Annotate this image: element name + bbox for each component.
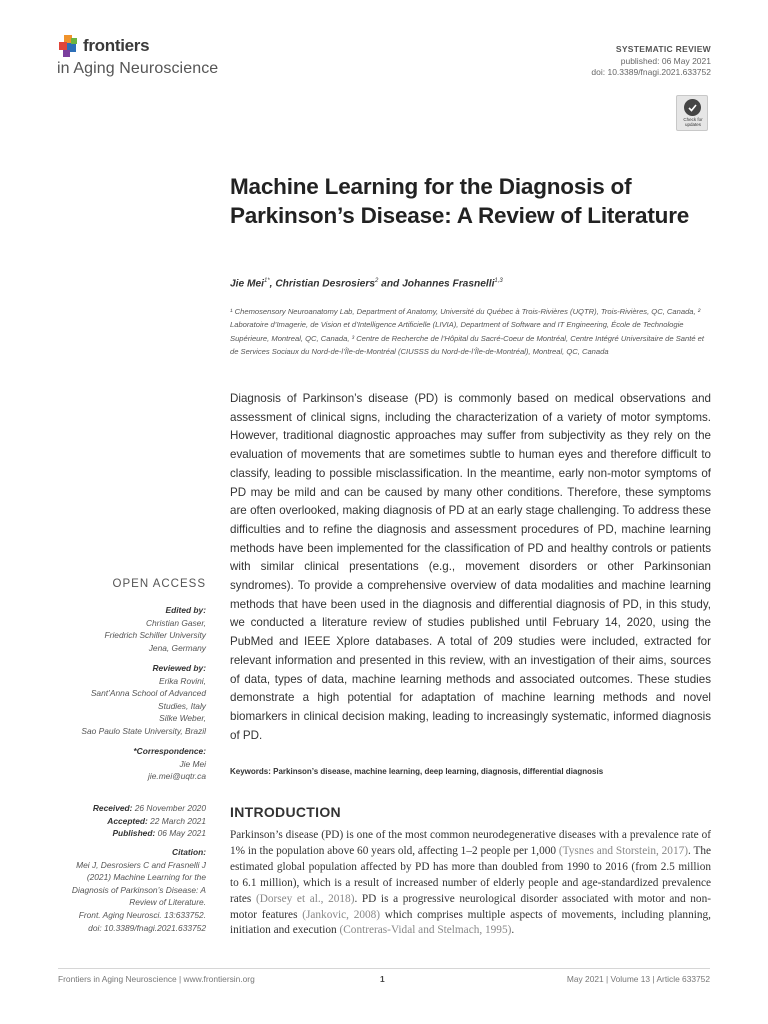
author-separator: , — [269, 278, 276, 290]
editor-line: Jena, Germany — [148, 642, 206, 653]
citation-link[interactable]: (Jankovic, 2008) — [302, 908, 381, 921]
author-affiliation-sup: 1,3 — [494, 278, 503, 284]
abstract: Diagnosis of Parkinson’s disease (PD) is commonly based on medical observations and assessment of clinical signs, including the characterization of a variety of motor symptoms. However, traditional diagnostic approaches may suffer from subjectivity as they rely on the evaluation of movements that are sometimes subtle to human eyes and therefore difficult to classify, leading to possible misclassification. In the meantime, early non-motor symptoms of PD may be mild and can be caused by many other conditions. Therefore, these symptoms are often overlooked, making diagnosis of PD at an early stage challenging. To address these difficulties and to refine the diagnosis and assessment procedures of PD, machine learning methods have been implemented for the classification of PD and healthy controls or patients with similar clinical presentations (e.g., movement disorders or other Parkinsonian syndromes). To provide a comprehensive overview of data modalities and machine learning methods that have been used in the diagnosis and differential diagnosis of PD, in this study, we conducted a literature review of studies published until February 14, 2020, using the PubMed and IEEE Xplore databases. A total of 209 studies were included, extracted for relevant information and presented in this review, with an investigation of their aims, sources of data, types of data, machine learning methods and associated outcomes. These studies demonstrate a high potential for adaptation of machine learning methods and novel biomarkers in clinical decision making, leading to increasingly systematic, informed diagnosis of PD. — [230, 392, 711, 742]
intro-text: which comprises multiple aspects of movements, including planning, initiation and execution — [230, 908, 711, 937]
correspondence-label: *Correspondence: — [133, 746, 206, 756]
citation-link[interactable]: (Contreras-Vidal and Stelmach, 1995) — [339, 924, 512, 937]
published-label: Published: — [112, 828, 156, 839]
citation-line: (2021) Machine Learning for the — [86, 872, 206, 883]
citation-line: Mei J, Desrosiers C and Frasnelli J — [76, 859, 206, 870]
intro-text: . — [511, 924, 515, 937]
article-type: SYSTEMATIC REVIEW — [615, 44, 711, 54]
citation-label: Citation: — [172, 847, 206, 857]
dates-block — [93, 802, 206, 840]
editor-line: Friedrich Schiller University — [104, 630, 206, 641]
article-title: Machine Learning for the Diagnosis of Parkinson’s Disease: A Review of Literature — [230, 174, 690, 228]
reviewed-by-label: Reviewed by: — [152, 663, 206, 673]
reviewer-line: Sao Paulo State University, Brazil — [81, 725, 206, 736]
citation-link[interactable]: (Dorsey et al., 2018) — [255, 892, 355, 905]
reviewer-line: Studies, Italy — [158, 700, 206, 711]
introduction-paragraph — [230, 828, 711, 939]
published-date: published: 06 May 2021 — [620, 56, 711, 66]
check-for-updates-button[interactable] — [676, 95, 708, 131]
intro-text: . PD is a progressive neurological disorder associated with motor and non-motor features — [230, 892, 711, 921]
open-access-label: OPEN ACCESS — [112, 578, 206, 590]
reviewer-line: Sant’Anna School of Advanced — [90, 688, 206, 699]
journal-name: in Aging Neuroscience — [57, 60, 219, 77]
reviewer-line: Erika Rovini, — [158, 675, 206, 686]
footer-divider — [58, 968, 710, 969]
author-separator: and — [378, 278, 403, 290]
author-affiliation-sup: 2 — [374, 278, 379, 284]
correspondence-name: Jie Mei — [179, 758, 206, 769]
citation-line: Front. Aging Neurosci. 13:633752. — [78, 909, 206, 920]
author-name[interactable]: Johannes Frasnelli — [402, 278, 495, 290]
author-affiliation-sup: 1* — [263, 278, 270, 284]
reviewed-by-block — [81, 662, 206, 738]
correspondence-block — [133, 745, 206, 783]
editor-line: Christian Gaser, — [145, 617, 206, 628]
keywords: Keywords: Parkinson’s disease, machine learning, deep learning, diagnosis, differential diagnosis — [230, 767, 604, 776]
accepted-label: Accepted: — [107, 815, 148, 826]
reviewer-line: Silke Weber, — [159, 713, 206, 724]
footer-journal-link[interactable]: Frontiers in Aging Neuroscience | www.frontiersin.org — [58, 974, 255, 984]
author-list — [230, 278, 503, 289]
section-heading-introduction: INTRODUCTION — [230, 804, 341, 820]
check-updates-icon — [684, 99, 701, 116]
correspondence-email[interactable]: jie.mei@uqtr.ca — [148, 771, 206, 782]
received-label: Received: — [92, 803, 133, 813]
citation-line: Review of Literature. — [129, 897, 206, 908]
check-updates-label: Check for updates — [683, 117, 703, 127]
footer-volume-info: May 2021 | Volume 13 | Article 633752 — [566, 974, 710, 984]
intro-text: Parkinson’s disease (PD) is one of the most common neurodegenerative diseases with a prevalence rate of 1% in the population above 60 years old, affecting 1–2 people per 1,000 — [230, 829, 711, 857]
accepted-date: 22 March 2021 — [147, 815, 206, 826]
citation-link[interactable]: (Tysnes and Storstein, 2017) — [558, 844, 688, 857]
citation-line: Diagnosis of Parkinson’s Disease: A — [71, 884, 206, 895]
doi-link[interactable]: doi: 10.3389/fnagi.2021.633752 — [591, 67, 711, 77]
citation-doi[interactable]: doi: 10.3389/fnagi.2021.633752 — [88, 922, 206, 933]
author-name[interactable]: Jie Mei — [230, 278, 264, 290]
citation-block — [72, 846, 206, 934]
published-date: 06 May 2021 — [155, 828, 206, 839]
page-number: 1 — [380, 974, 385, 984]
author-name[interactable]: Christian Desrosiers — [275, 278, 375, 290]
frontiers-logo-icon — [58, 34, 80, 60]
edited-by-label: Edited by: — [165, 605, 206, 615]
intro-text: . The estimated global population affected by PD has more than doubled from 1990 to 2016 (from 2.5 million to 6.1 million), which is a result of increased number of elderly people and age-standardized prevalence rates — [230, 844, 712, 905]
edited-by-block — [105, 604, 206, 654]
received-date: 26 November 2020 — [132, 803, 206, 813]
brand-name: frontiers — [83, 36, 150, 55]
affiliations: ¹ Chemosensory Neuroanatomy Lab, Department of Anatomy, Université du Québec à Trois-Rivières (UQTR), Trois-Rivières, QC, Canada, ² Laboratoire d’Imagerie, de Vision et d’Intelligence Artificielle (LIVIA), Department of Software and IT Engineering, École de Technologie Supérieure, Montreal, QC, Canada, ³ Centre de Recherche de l’Hôpital du Sacré-Coeur de Montréal, Centre Intégré Universitaire de Santé et de Services Sociaux du Nord-de-l’Île-de-Montréal (CIUSSS du Nord-de-l’Île-de-Montréal), Montreal, QC, Canada — [230, 307, 705, 357]
